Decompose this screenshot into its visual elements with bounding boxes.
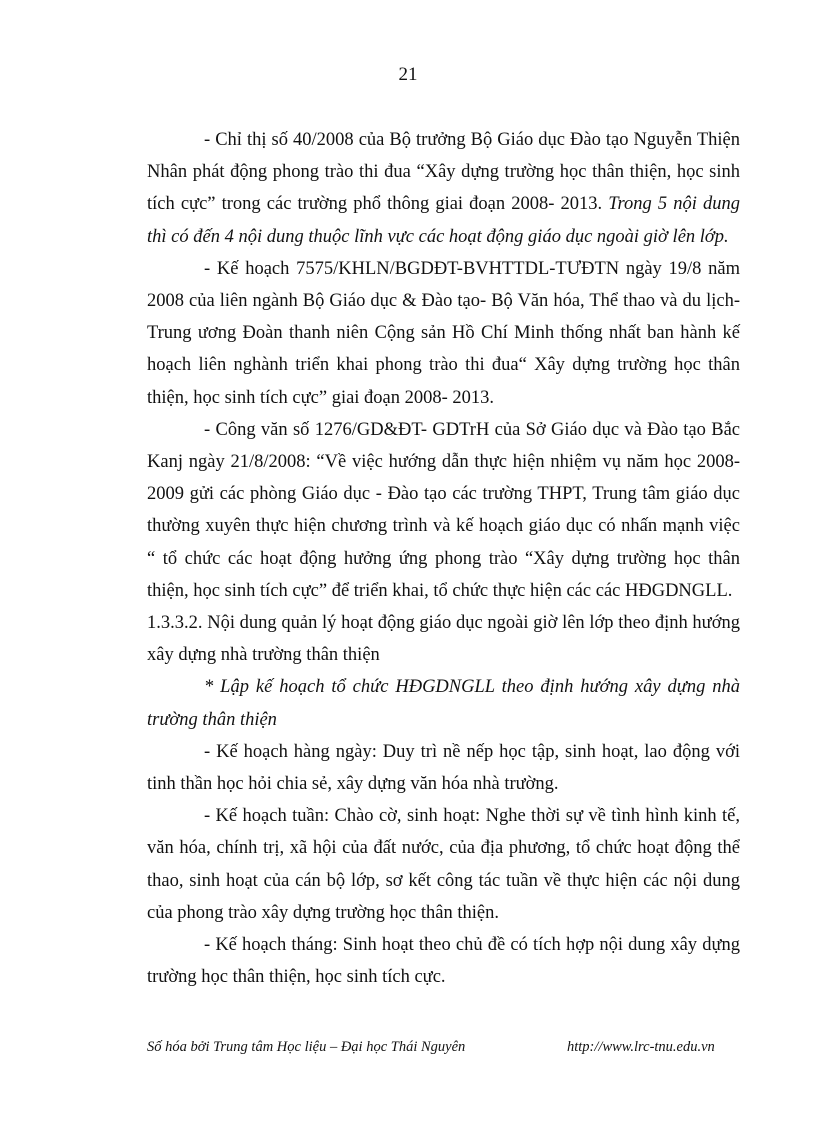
page-number: 21: [398, 64, 418, 85]
section-heading: 1.3.3.2. Nội dung quản lý hoạt động giáo dục ngoài giờ lên lớp theo định hướng xây dựng nhà trường thân thiện: [147, 613, 740, 666]
subsection-heading: * Lập kế hoạch tổ chức HĐGDNGLL theo định hướng xây dựng nhà trường thân thiện: [147, 677, 740, 730]
paragraph-daily-plan: - Kế hoạch hàng ngày: Duy trì nề nếp học tập, sinh hoạt, lao động với tinh thần học hỏi chia sẻ, xây dựng văn hóa nhà trường.: [147, 741, 740, 795]
paragraph-directive-40: [147, 124, 740, 253]
paragraph-plan-7575: - Kế hoạch 7575/KHLN/BGDĐT-BVHTTDL-TƯĐTN ngày 19/8 năm 2008 của liên ngành Bộ Giáo dục & Đào tạo- Bộ Văn hóa, Thể thao và du lịch- Trung ương Đoàn thanh niên Cộng sản Hồ Chí Minh thống nhất ban hành kế hoạch liên nghành triển khai phong trào thi đua“ Xây dựng trường học thân thiện, học sinh tích cực” giai đoạn 2008- 2013.: [147, 258, 740, 408]
paragraph-text: - Chỉ thị số 40/2008 của Bộ trưởng Bộ Giáo dục Đào tạo Nguyễn Thiện Nhân phát động phong trào thi đua “Xây dựng trường học thân thiện, học sinh tích cực” trong các trường phổ thông giai đoạn 2008- 2013.: [147, 130, 740, 215]
paragraph-official-letter-1276: - Công văn số 1276/GD&ĐT- GDTrH của Sở Giáo dục và Đào tạo Bắc Kanj ngày 21/8/2008: “Về việc hướng dẫn thực hiện nhiệm vụ năm học 2008-2009 gửi các phòng Giáo dục - Đào tạo các trường THPT, Trung tâm giáo dục thường xuyên thực hiện chương trình và kế hoạch giáo dục có nhấn mạnh việc “ tổ chức các hoạt động hưởng ứng phong trào “Xây dựng trường học thân thiện, học sinh tích cực” để triển khai, tổ chức thực hiện các các HĐGDNGLL.: [147, 419, 740, 601]
footer-credit: Số hóa bởi Trung tâm Học liệu – Đại học Thái Nguyên: [147, 1039, 466, 1055]
paragraph-italic-note: Trong 5 nội dung thì có đến 4 nội dung thuộc lĩnh vực các hoạt động giáo dục ngoài giờ lên lớp.: [147, 194, 741, 247]
document-body: [147, 124, 740, 993]
paragraph-weekly-plan: - Kế hoạch tuần: Chào cờ, sinh hoạt: Nghe thời sự về tình hình kinh tế, văn hóa, chính trị, xã hội của đất nước, của địa phương, tổ chức hoạt động thể thao, sinh hoạt của cán bộ lớp, sơ kết công tác tuần về thực hiện các nội dung của phong trào xây dựng trường học thân thiện.: [147, 806, 740, 923]
paragraph-monthly-plan: - Kế hoạch tháng: Sinh hoạt theo chủ đề có tích hợp nội dung xây dựng trường học thân thiện, học sinh tích cực.: [147, 935, 740, 988]
footer-url: http://www.lrc-tnu.edu.vn: [567, 1039, 715, 1055]
